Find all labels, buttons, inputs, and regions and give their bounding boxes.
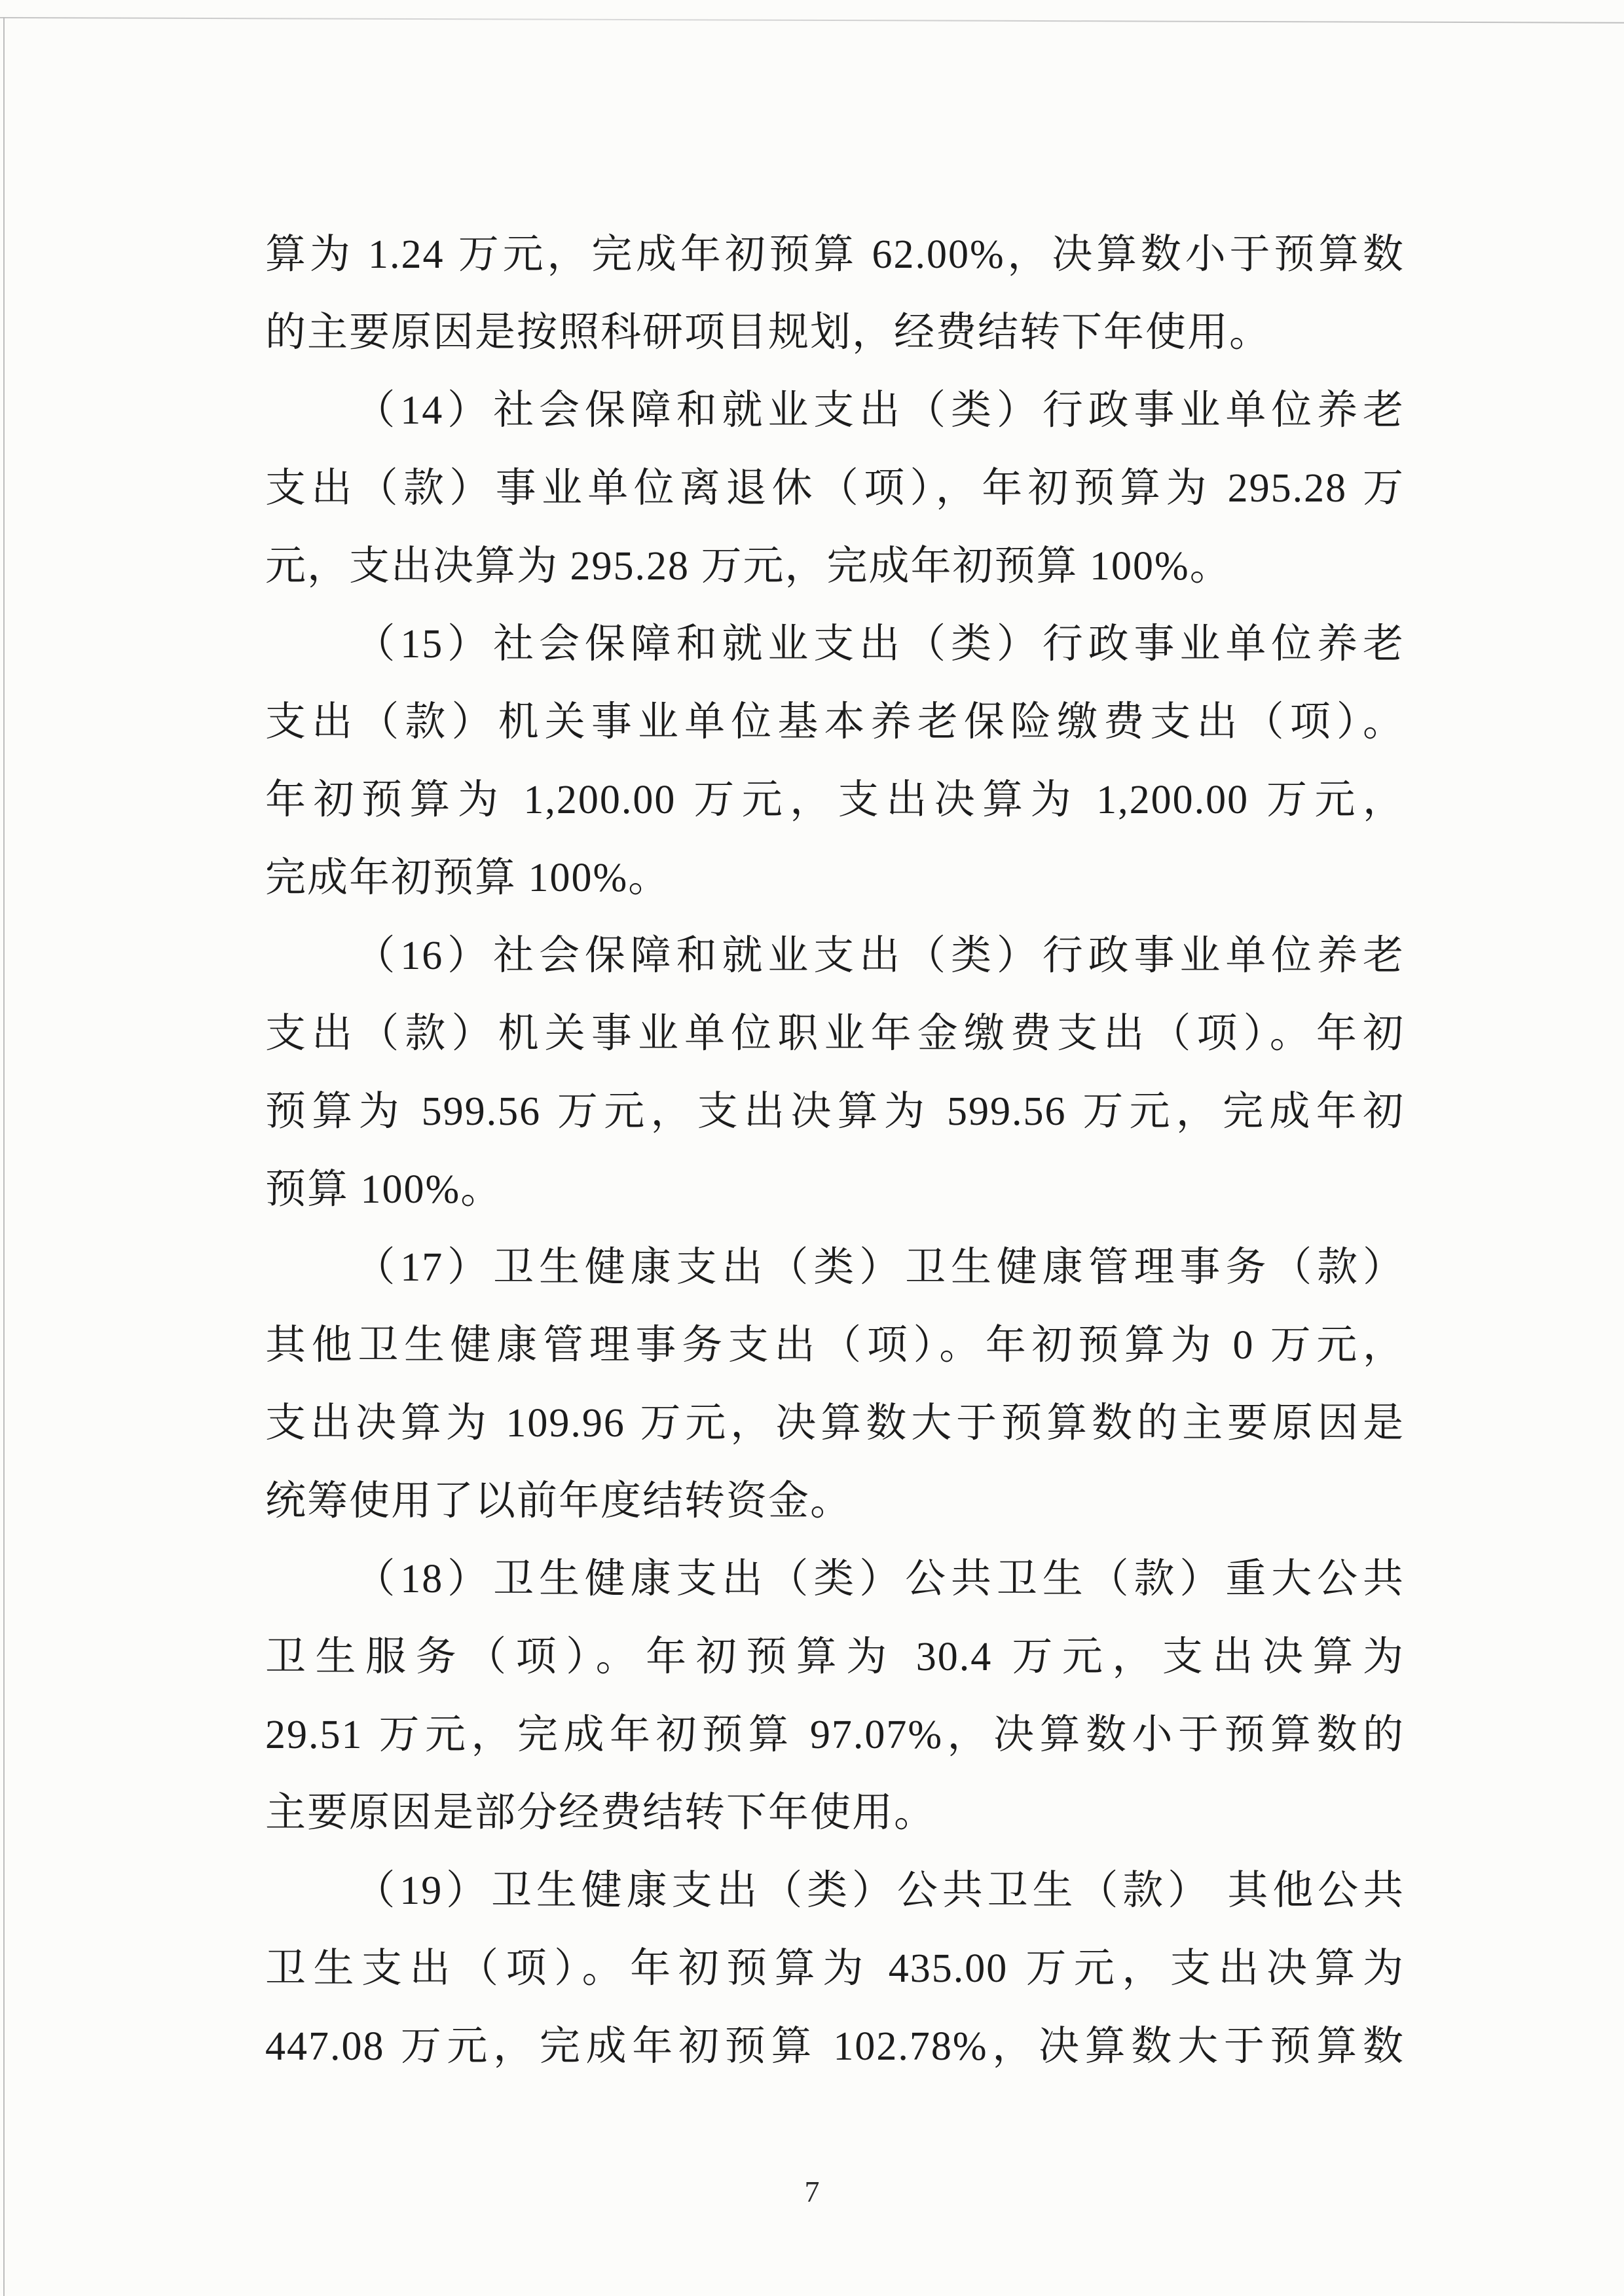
text-line: 预算 100%。	[265, 1167, 503, 1212]
text-line: （16）社会保障和就业支出（类）行政事业单位养老	[354, 934, 1405, 978]
text-line: 主要原因是部分经费结转下年使用。	[265, 1791, 936, 1835]
text-line: 支出（款）机关事业单位职业年金缴费支出（项）。年初	[265, 1011, 1405, 1056]
text-line: 447.08 万元，完成年初预算 102.78%，决算数大于预算数	[265, 2024, 1405, 2069]
text-line: （18）卫生健康支出（类）公共卫生（款）重大公共	[354, 1557, 1405, 1601]
text-line: 算为 1.24 万元，完成年初预算 62.00%，决算数小于预算数	[265, 232, 1405, 277]
scan-edge-left-line	[3, 17, 5, 2296]
text-line: 元，支出决算为 295.28 万元，完成年初预算 100%。	[265, 544, 1232, 589]
text-line: （17）卫生健康支出（类）卫生健康管理事务（款）	[354, 1245, 1405, 1290]
text-line: 卫生支出（项）。年初预算为 435.00 万元，支出决算为	[265, 1946, 1405, 1991]
text-line: （15）社会保障和就业支出（类）行政事业单位养老	[354, 622, 1405, 666]
scan-edge-top-line	[0, 17, 1624, 24]
document-text-body	[265, 216, 1405, 2086]
text-line: 统筹使用了以前年度结转资金。	[265, 1479, 853, 1523]
text-line: 支出决算为 109.96 万元，决算数大于预算数的主要原因是	[265, 1401, 1405, 1446]
text-line: 支出（款）机关事业单位基本养老保险缴费支出（项）。	[265, 700, 1405, 744]
text-line: 卫生服务（项）。年初预算为 30.4 万元，支出决算为	[265, 1635, 1405, 1679]
text-line: 支出（款）事业单位离退休（项），年初预算为 295.28 万	[265, 466, 1405, 511]
text-line: （19）卫生健康支出（类）公共卫生（款） 其他公共	[354, 1868, 1405, 1913]
text-line: 年初预算为 1,200.00 万元，支出决算为 1,200.00 万元，	[265, 778, 1405, 822]
page-number: 7	[804, 2175, 820, 2208]
text-line: （14）社会保障和就业支出（类）行政事业单位养老	[354, 388, 1405, 433]
text-line: 的主要原因是按照科研项目规划，经费结转下年使用。	[265, 310, 1272, 355]
text-line: 29.51 万元，完成年初预算 97.07%，决算数小于预算数的	[265, 1713, 1405, 1757]
text-line: 其他卫生健康管理事务支出（项）。年初预算为 0 万元，	[265, 1323, 1405, 1368]
text-line: 预算为 599.56 万元，支出决算为 599.56 万元，完成年初	[265, 1089, 1405, 1134]
text-line: 完成年初预算 100%。	[265, 856, 671, 900]
